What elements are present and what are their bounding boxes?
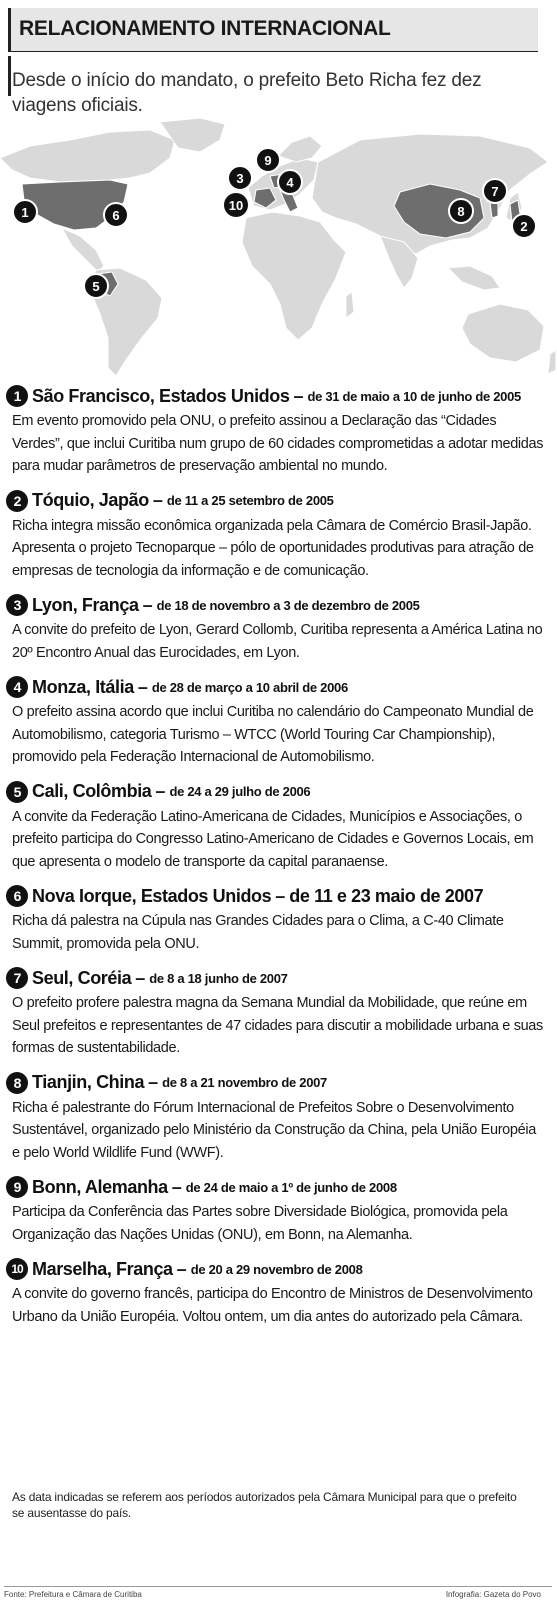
madagascar-landmass [346, 292, 354, 318]
trip-description: Richa é palestrante do Fórum Internacional de Prefeitos Sobre o Desenvolvimento Sustentável, organizado pelo Ministério da Construção da China, pela União Européia e pelo World Wildlife Fund (WWF). [12, 1099, 536, 1161]
trip-place: São Francisco, Estados Unidos [32, 385, 290, 406]
central-america-landmass [62, 228, 104, 272]
svg-text:9: 9 [264, 153, 272, 168]
map-marker-5 [84, 274, 108, 298]
page-title: RELACIONAMENTO INTERNACIONAL [19, 17, 391, 40]
dash-separator: – [293, 385, 304, 406]
korea-highlight [490, 202, 498, 218]
trip-description: A convite da Federação Latino-Americana de Cidades, Municípios e Associações, o prefeito participa do Congresso Latino-Americano de Cidades e Governos Locais, em que apresenta o modelo de transporte da capital paranaense. [12, 808, 534, 870]
subtitle-accent-bar [8, 56, 11, 96]
trip-description: A convite do governo francês, participa do Encontro de Ministros de Desenvolvimento Urbano da União Européia. Voltou ontem, um dia antes do autorizado pela Câmara. [12, 1286, 533, 1325]
australia-landmass [462, 304, 544, 362]
map-marker-9 [256, 148, 280, 172]
trip-number-badge: 3 [6, 594, 28, 616]
footer-divider [4, 1586, 552, 1587]
trip-entry [6, 384, 546, 478]
trip-entry [6, 593, 546, 664]
africa-landmass [242, 212, 346, 340]
trip-number-badge: 5 [6, 781, 28, 803]
trip-entry [6, 1257, 546, 1328]
trip-entry [6, 1071, 546, 1165]
trip-number-badge: 8 [6, 1072, 28, 1094]
trip-place: Tóquio, Japão [32, 490, 149, 510]
svg-text:6: 6 [112, 208, 120, 223]
trip-number-badge: 9 [6, 1176, 28, 1198]
trip-description: O prefeito profere palestra magna da Semana Mundial da Mobilidade, que reúne em Seul prefeitos e representantes de 47 cidades para discutir a mobilidade urbana e suas formas de sustentabilidade. [12, 995, 543, 1056]
trip-description: Participa da Conferência das Partes sobre Diversidade Biológica, promovida pela Organização das Nações Unidas (ONU), em Bonn, na Alemanha. [12, 1204, 508, 1243]
trip-entry [6, 675, 546, 769]
trip-dates: de 8 a 21 novembro de 2007 [162, 1075, 327, 1090]
dash-separator: – [155, 781, 166, 801]
trip-place: Cali, Colômbia [32, 781, 152, 801]
trip-place: Marselha, França [32, 1258, 173, 1279]
trip-dates: de 28 de março a 10 abril de 2006 [151, 679, 348, 695]
svg-text:3: 3 [236, 171, 244, 186]
trip-number-badge: 1 [6, 385, 28, 407]
trip-place: Seul, Coréia [32, 967, 132, 988]
trip-entry [6, 966, 546, 1060]
title-bar [8, 8, 538, 52]
dash-separator: – [171, 1176, 182, 1197]
source-credit: Fonte: Prefeitura e Câmara de Curitiba [4, 1590, 142, 1599]
dash-separator: – [176, 1258, 187, 1279]
trip-description: Richa dá palestra na Cúpula nas Grandes Cidades para o Clima, a C-40 Climate Summit, promovida pela ONU. [12, 913, 504, 952]
trip-dates: de 11 e 23 maio de 2007 [289, 885, 484, 906]
north-america-landmass [0, 130, 175, 182]
subtitle: Desde o início do mandato, o prefeito Beto Richa fez dez viagens oficiais. [12, 70, 482, 116]
svg-text:1: 1 [21, 205, 29, 220]
trip-entry [6, 780, 546, 874]
trip-number-badge: 2 [6, 490, 28, 512]
trip-place: Monza, Itália [32, 676, 134, 697]
trip-number-badge: 7 [6, 967, 28, 989]
trip-dates: de 31 de maio a 10 de junho de 2005 [307, 388, 521, 404]
trip-description: Richa integra missão econômica organizada pela Câmara de Comércio Brasil-Japão. Apresenta o projeto Tecnoparque – pólo de oportunidades produtivas para atração de empresas de tecnologia da informação e de comunicação. [12, 517, 534, 579]
svg-text:5: 5 [92, 279, 100, 294]
trip-dates: de 18 de novembro a 3 de dezembro de 2005 [156, 597, 420, 613]
trip-place: Tianjin, China [32, 1072, 145, 1092]
southeast-asia-landmass [448, 266, 500, 290]
trip-dates: de 20 a 29 novembro de 2008 [190, 1261, 363, 1277]
trip-description: Em evento promovido pela ONU, o prefeito assinou a Declaração das “Cidades Verdes”, que inclui Curitiba num grupo de 60 cidades comprometidas a adotar medidas para mudar parâmetros de preservação ambiental no mundo. [12, 413, 544, 474]
world-map [0, 118, 557, 380]
trip-description: A convite do prefeito de Lyon, Gerard Collomb, Curitiba representa a América Latina no 20º Encontro Anual das Eurocidades, em Lyon. [12, 622, 543, 661]
svg-text:10: 10 [228, 198, 244, 213]
map-marker-2 [512, 214, 536, 238]
trip-place: Nova Iorque, Estados Unidos [32, 885, 272, 906]
map-marker-10 [223, 192, 249, 218]
new-zealand-landmass [548, 350, 556, 374]
map-marker-1 [13, 200, 37, 224]
dash-separator: – [148, 1072, 159, 1092]
trip-description: O prefeito assina acordo que inclui Curitiba no calendário do Campeonato Mundial de Automobilismo, categoria Turismo – WTCC (World Touring Car Championship), promovido pela Federação Internacional de Automobilismo. [12, 704, 534, 765]
trip-number-badge: 4 [6, 676, 28, 698]
dash-separator: – [142, 594, 153, 615]
map-marker-8 [449, 199, 473, 223]
svg-text:2: 2 [520, 219, 528, 234]
trip-entry [6, 1175, 546, 1246]
dash-separator: – [135, 967, 146, 988]
trip-number-badge: 10 [6, 1258, 28, 1280]
trip-dates: de 8 a 18 junho de 2007 [149, 970, 288, 986]
dash-separator: – [275, 885, 286, 906]
map-marker-4 [278, 170, 302, 194]
trip-place: Bonn, Alemanha [32, 1176, 168, 1197]
dash-separator: – [137, 676, 148, 697]
footnote: As data indicadas se referem aos períodos autorizados pela Câmara Municipal para que o prefeito se ausentasse do país. [12, 1490, 517, 1520]
trip-entry [6, 489, 546, 583]
map-marker-3 [228, 166, 252, 190]
scandinavia-landmass [278, 136, 322, 162]
infographic-credit: Infografia: Gazeta do Povo [445, 1590, 541, 1599]
map-marker-6 [104, 203, 128, 227]
dash-separator: – [152, 490, 163, 510]
trip-dates: de 11 a 25 setembro de 2005 [166, 493, 334, 508]
trip-number-badge: 6 [6, 885, 28, 907]
svg-text:8: 8 [457, 204, 465, 219]
trip-list [6, 384, 546, 1328]
trip-dates: de 24 de maio a 1º de junho de 2008 [185, 1179, 397, 1195]
svg-text:7: 7 [491, 184, 499, 199]
trip-entry [6, 884, 546, 955]
trip-dates: de 24 a 29 julho de 2006 [169, 784, 311, 799]
trip-place: Lyon, França [32, 594, 139, 615]
map-marker-7 [483, 179, 507, 203]
svg-text:4: 4 [286, 175, 294, 190]
